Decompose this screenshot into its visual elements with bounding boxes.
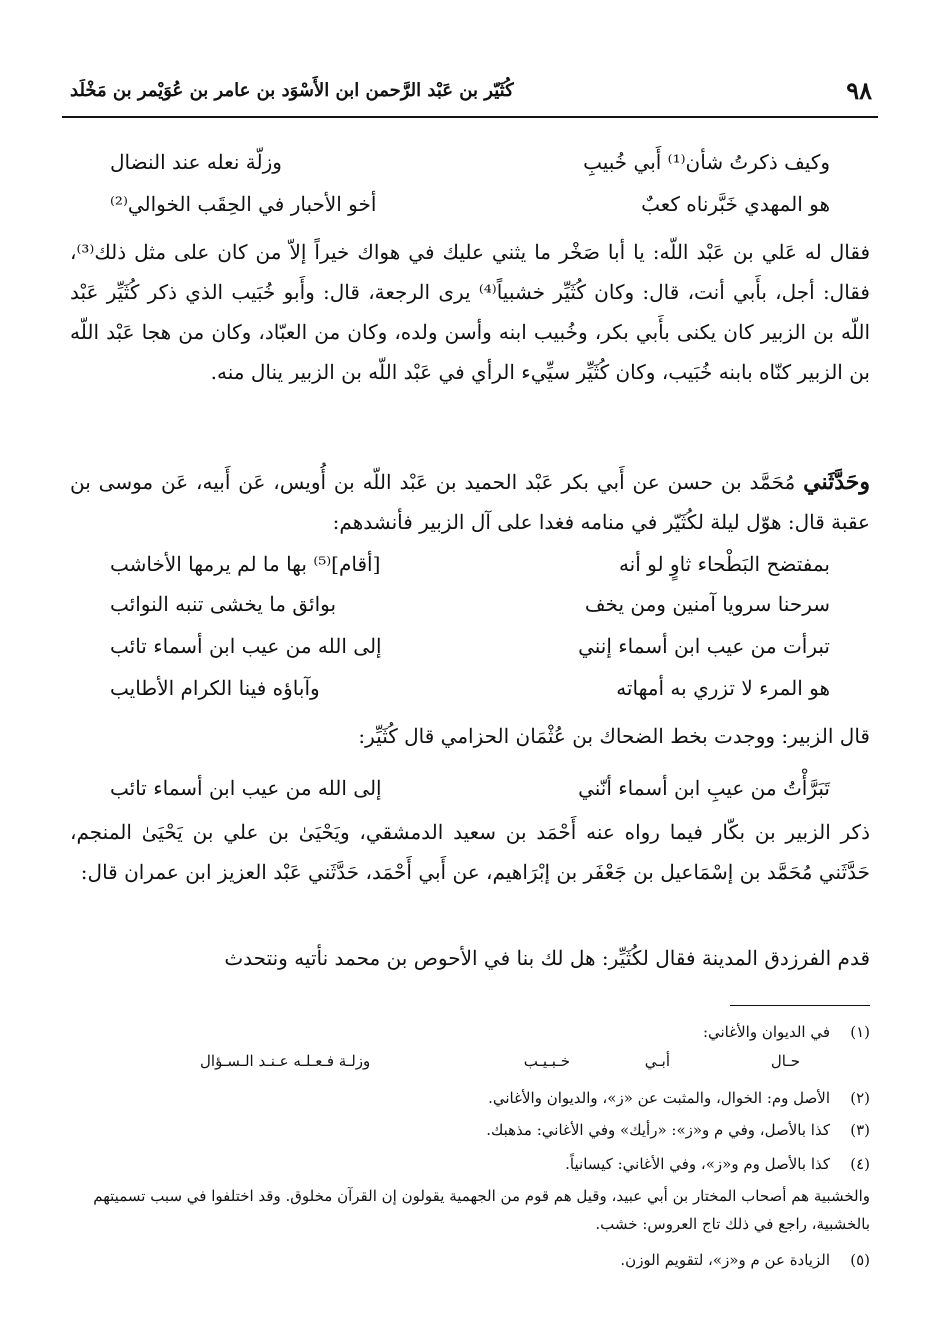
verse-line [110, 150, 830, 190]
verse-first-hemistich: تبرأت من عيب ابن أسماء إنني [578, 634, 830, 658]
footnote [70, 1018, 870, 1046]
paragraph: قدم الفرزدق المدينة فقال لكُثَيِّر: هل لك بنا في الأحوص بن محمد نأتيه ونتحدث [224, 946, 870, 970]
paragraph: فقال له عَلي بن عَبْد اللّه: يا أبا صَخْر ما يثني عليك في هواك خيراً إلاّ من كان على مثل ذلك⁽³⁾، فقال: أجل، بأَبي أنت، قال: وكان كُثَيِّر خشبياً⁽⁴⁾ يرى الرجعة، قال: وأَبو خُبَيب الذي ذكر كُثَيِّر عَبْد اللّه بن الزبير كان يكنى بأَبي بكر، وخُبيب ابنه وأسن ولده، وكان من العبّاد، وكان من هجا عَبْد اللّه بن الزبير كنّاه بابنه خُبَيب، وكان كُثَيِّر سيِّيء الرأي في عَبْد اللّه بن الزبير ينال منه. [70, 240, 870, 384]
footnote-text: والخشبية هم أصحاب المختار بن أبي عبيد، وقيل هم قوم من الجهمية يقولون إن القرآن مخلوق. وقد اختلفوا في سبب تسميتهم بالخشبية، راجع في ذلك تاج العروس: خشب. [93, 1187, 870, 1233]
footnote-verse-part: أبـي [644, 1052, 670, 1070]
footnote-number: (٤) [850, 1155, 870, 1173]
footnote-verse-part: حـال [770, 1052, 800, 1070]
verse-second-hemistich: وزلّة نعله عند النضال [110, 150, 282, 174]
footnote-text: كذا بالأصل وم و«ز»، وفي الأغاني: كيسانياً. [565, 1155, 830, 1173]
page-number: ٩٨ [846, 76, 872, 105]
running-header [62, 70, 878, 118]
footnote [70, 1150, 870, 1178]
footnote [70, 1084, 870, 1112]
footnote-text: كذا بالأصل، وفي م و«ز»: «رأيك» وفي الأغاني: مذهبك. [486, 1121, 830, 1139]
footnote-text: الأصل وم: الخوال، والمثبت عن «ز»، والديوان والأغاني. [488, 1089, 830, 1107]
footnote-number: (٢) [850, 1089, 870, 1107]
footnote [70, 1116, 870, 1144]
paragraph [70, 462, 870, 542]
verse-second-hemistich: وآباؤه فينا الكرام الأطايب [110, 676, 320, 700]
running-title: كُثَيّر بن عَبْد الرَّحمن ابن الأَسْوَد بن عامر بن عُوَيْمر بن مَخْلَد [70, 80, 514, 101]
verse-second-hemistich: أخو الأحبار في الحِقَب الخوالي⁽²⁾ [110, 192, 377, 216]
footnote [70, 1182, 870, 1238]
verse-line [110, 776, 830, 816]
verse-first-hemistich: وكيف ذكرتُ شأن⁽¹⁾ أَبي خُبيبِ [583, 150, 830, 174]
verse-first-hemistich: سرحنا سرويا آمنين ومن يخف [584, 592, 830, 616]
footnote [70, 1246, 870, 1274]
verse-second-hemistich: [أقام]⁽⁵⁾ بها ما لم يرمها الأخاشب [110, 552, 381, 576]
footnote-verse [200, 1052, 800, 1080]
paragraph: ذكر الزبير بن بكّار فيما رواه عنه أَحْمَد بن سعيد الدمشقي، ويَحْيَىٰ بن علي بن يَحْيَىٰ المنجم، حَدَّثَني مُحَمَّد بن إسْمَاعيل بن جَعْفَر بن إبْرَاهيم، عن أَبي أَحْمَد، حَدَّثَني عَبْد العزيز ابن عمران قال: [70, 820, 870, 884]
verse-line [110, 634, 830, 674]
verse-second-hemistich: بوائق ما يخشى تنبه النوائب [110, 592, 337, 616]
paragraph-lead-word: وحَدَّثَني [803, 469, 870, 495]
verse-second-hemistich: إلى الله من عيب ابن أسماء تائب [110, 776, 382, 800]
footnote-text: في الديوان والأغاني: [702, 1023, 830, 1041]
verse-first-hemistich: بمفتضح البَطْحاء ثاوٍ لو أنه [618, 552, 830, 576]
verse-line [110, 192, 830, 232]
footnote-number: (١) [850, 1023, 870, 1041]
footnote-verse-part: وزلـة فـعـلـه عـنـد الـسـؤال [200, 1052, 371, 1070]
verse-first-hemistich: هو المهدي خَبَّرناه كعبٌ [641, 192, 830, 216]
footnote-rule [730, 1005, 870, 1006]
paragraph: قال الزبير: ووجدت بخط الضحاك بن عُثْمَان الحزامي قال كُثَيِّر: [358, 724, 870, 748]
verse-line [110, 552, 830, 592]
verse-second-hemistich: إلى الله من عيب ابن أسماء تائب [110, 634, 382, 658]
footnote-verse-part: خـبـيـب [523, 1052, 570, 1070]
verse-line [110, 676, 830, 716]
footnote-number: (٥) [850, 1251, 870, 1269]
verse-line [110, 592, 830, 632]
verse-first-hemistich: هو المرء لا تزري به أمهاته [616, 676, 830, 700]
footnote-text: الزيادة عن م و«ز»، لتقويم الوزن. [620, 1251, 830, 1269]
verse-first-hemistich: تَبَرَّأْتُ من عيبِ ابن أسماء أنّني [578, 776, 830, 800]
paragraph-text: مُحَمَّد بن حسن عن أَبي بكر عَبْد الحميد بن عَبْد اللّه بن أُويس، عَن أَبيه، عَن موسى بن عقبة قال: هوّل ليلة لكُثَيّر في منامه فغدا على آل الزبير فأنشدهم: [70, 470, 870, 534]
footnote-number: (٣) [850, 1121, 870, 1139]
